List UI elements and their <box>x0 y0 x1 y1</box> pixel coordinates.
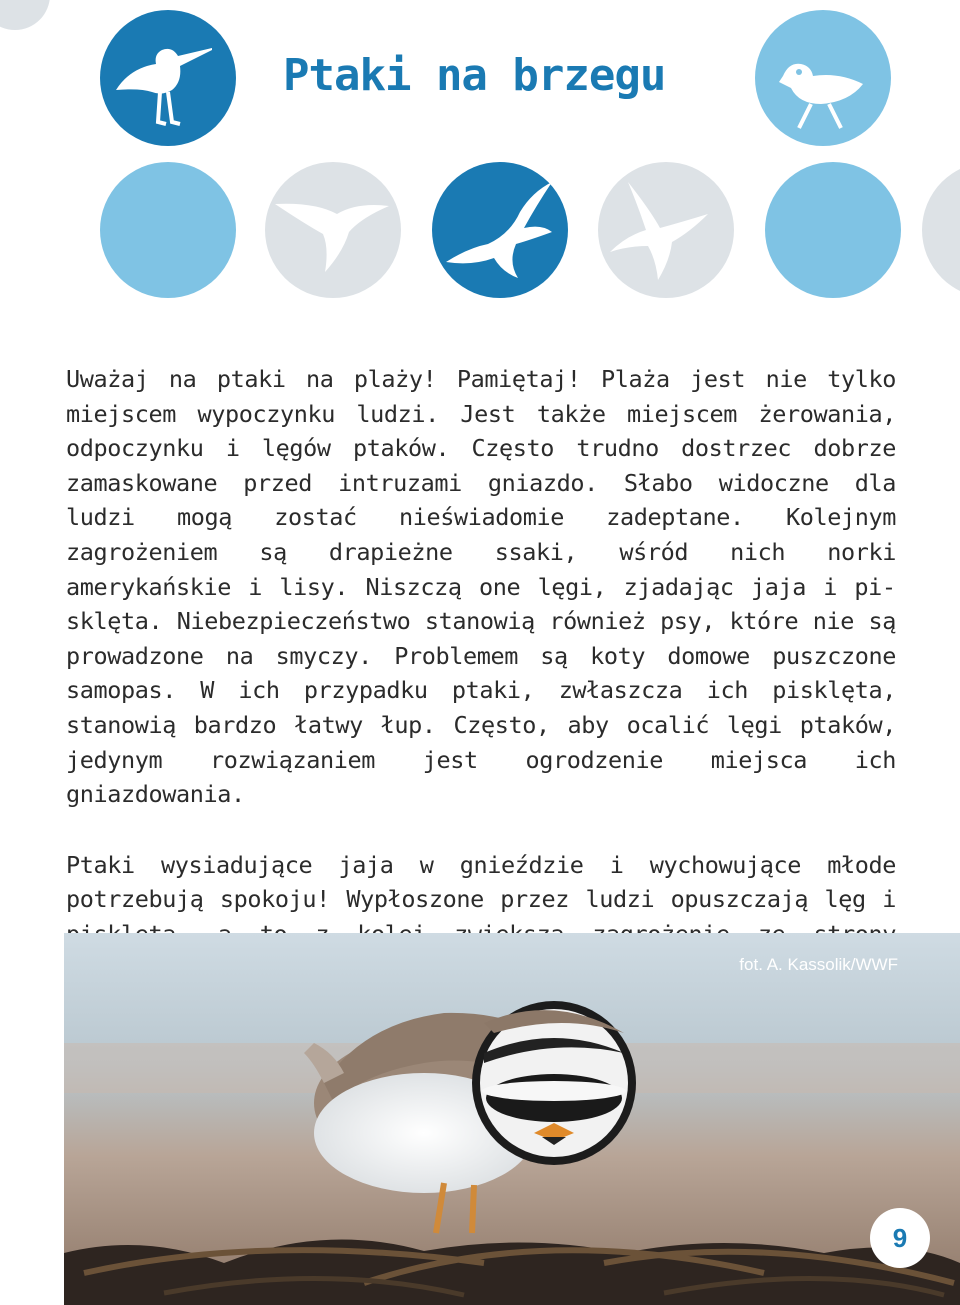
article-body <box>66 362 896 1022</box>
plover-bird-icon <box>755 10 891 146</box>
light-circle-decoration <box>765 162 901 298</box>
header-banner <box>0 0 960 320</box>
light-circle-decoration <box>100 162 236 298</box>
seagull-icon <box>432 162 568 298</box>
swallow-icon <box>265 162 401 298</box>
plover-photo <box>64 933 960 1305</box>
photo-credit: fot. A. Kassolik/WWF <box>739 955 898 974</box>
paragraph: Uważaj na ptaki na plaży! Pamiętaj! Plaża jest nie tylko miejscem wypoczynku ludzi. Jest także miejscem żerowania, odpoczynku i lęgów ptaków. Często trudno dostrzec dobrze zamaskowane przed intruzami gniazdo. Słabo widoczne dla ludzi mogą zostać nieświadomie zadeptane. Kolejnym zagrożeniem są drapieżne ssaki, wśród nich norki amerykańskie i lisy. Niszczą one lęgi, zjadając jaja i pisklęta. Niebezpieczeństwo stanowią również psy, które nie są prowadzone na smyczy. Problemem są koty domowe puszczone samopas. W ich przypadku ptaki, zwłaszcza ich pisklęta, stanowią bardzo łatwy łup. Często, aby ocalić lęgi ptaków, jedynym rozwiązaniem jest ogrodzenie miejsca ich gniazdowania. <box>66 365 896 809</box>
tern-icon <box>598 162 734 298</box>
paragraph: Ptaki wysiadujące jaja w gnieździe i wychowujące młode potrzebują spokoju! Wypłoszone przez ludzi opuszczają lęg i <box>66 850 896 914</box>
page-number: 9 <box>870 1208 930 1268</box>
wading-bird-icon <box>100 10 236 146</box>
page-title: Ptaki na brzegu <box>283 50 666 101</box>
grey-circle-decoration <box>922 162 960 298</box>
grey-circle-decoration <box>0 0 50 30</box>
